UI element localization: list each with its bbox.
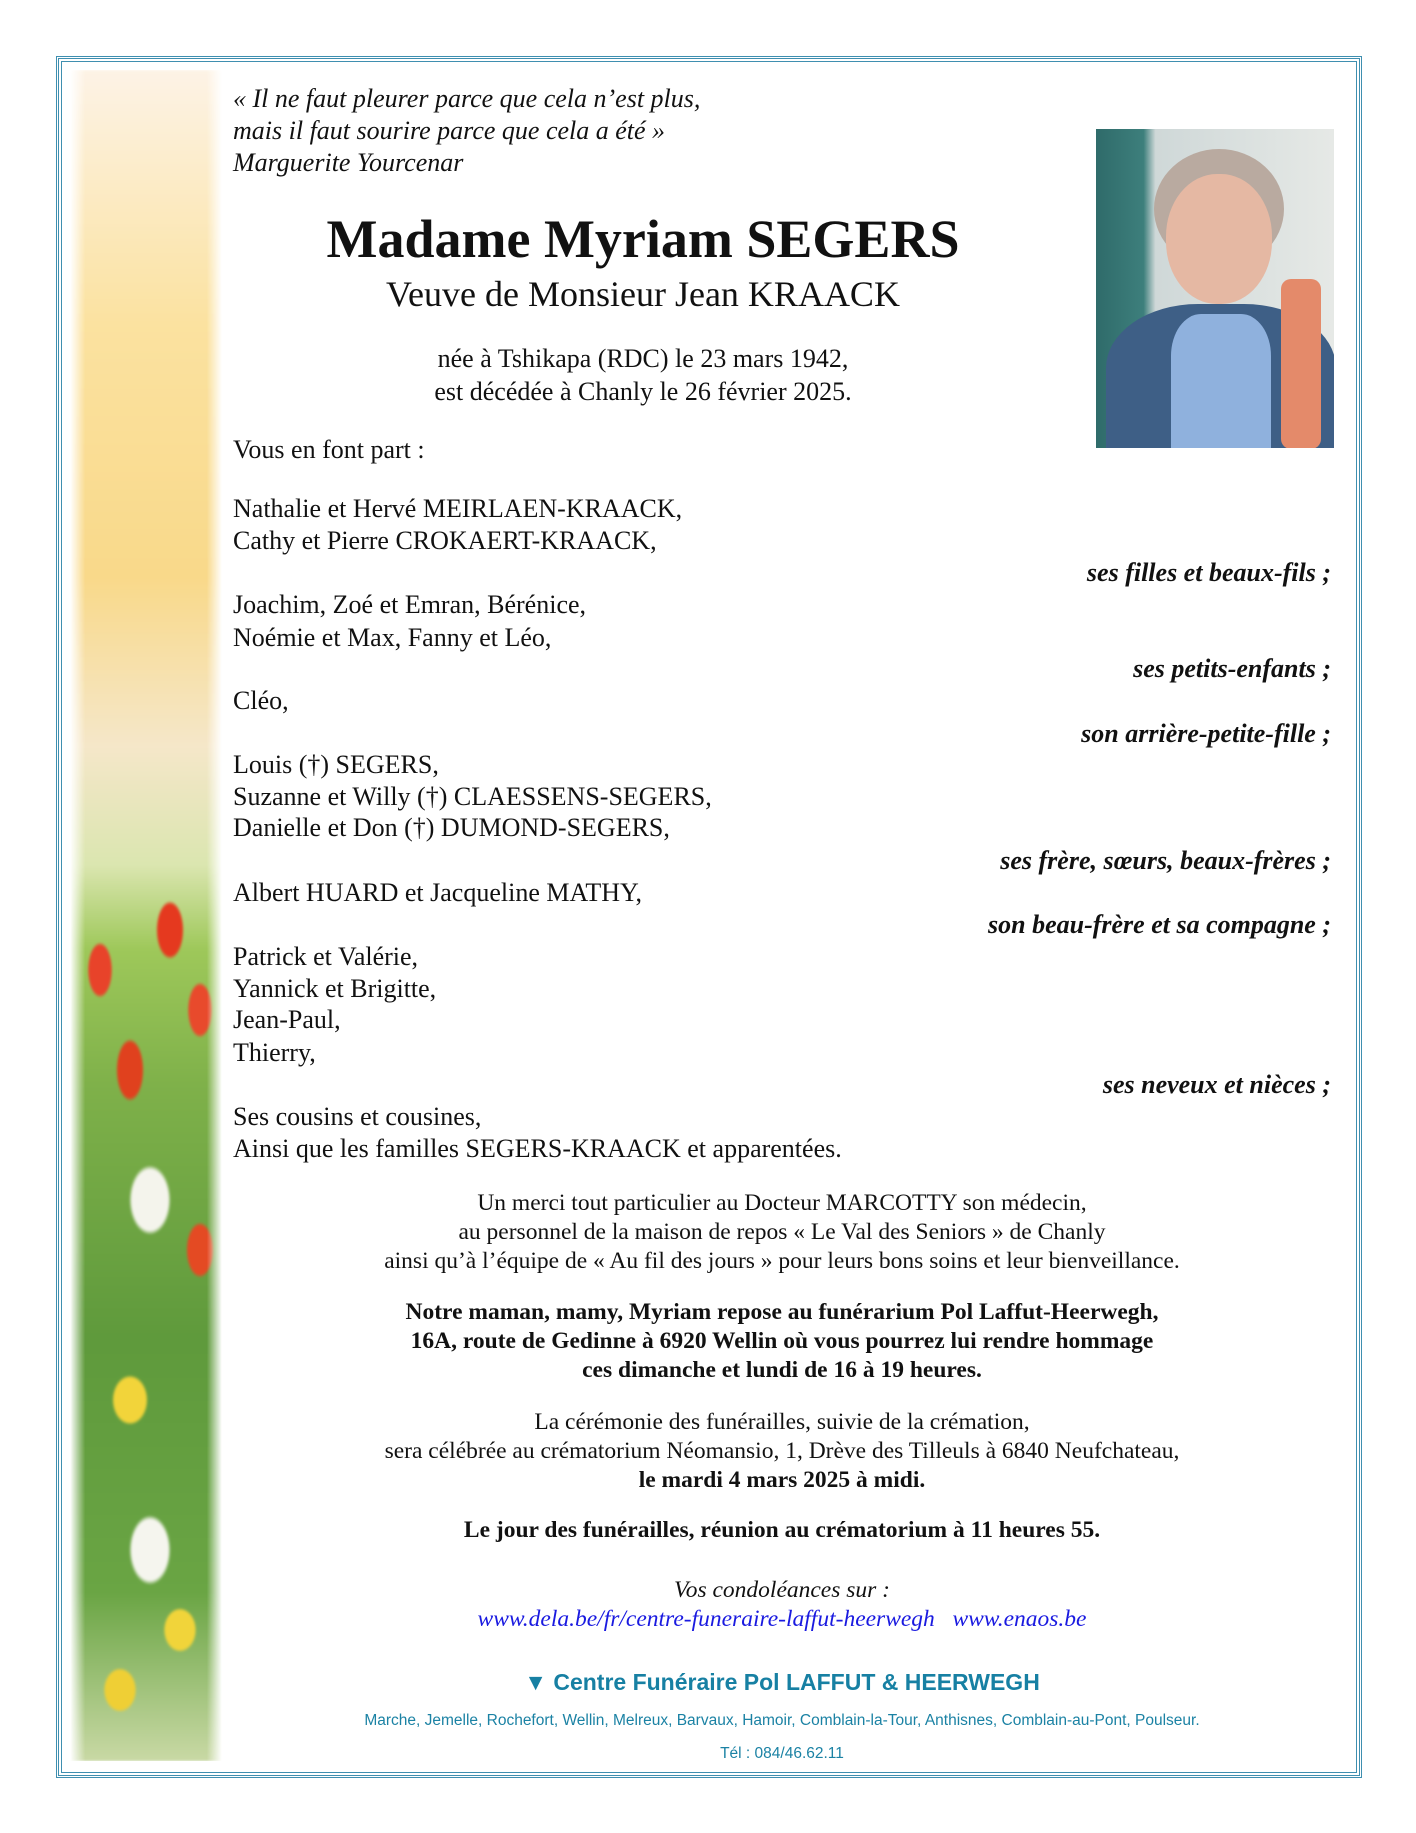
family-line: Louis (†) SEGERS, [233, 750, 439, 779]
relation-label: ses filles et beaux-fils ; [1086, 558, 1331, 587]
family-line: Albert HUARD et Jacqueline MATHY, [233, 878, 642, 907]
family-line: Noémie et Max, Fanny et Léo, [233, 623, 552, 652]
relation-label: son beau-frère et sa compagne ; [987, 910, 1331, 939]
birth-line: née à Tshikapa (RDC) le 23 mars 1942, [437, 344, 849, 373]
family-line: Ses cousins et cousines, [233, 1102, 482, 1131]
thanks-line: Un merci tout particulier au Docteur MARCOTTY son médecin, [477, 1190, 1087, 1216]
dela-link[interactable]: www.dela.be/fr/centre-funeraire-laffut-heerwegh [477, 1606, 935, 1632]
family-line: Ainsi que les familles SEGERS-KRAACK et apparentées. [233, 1134, 842, 1163]
thanks-line: ainsi qu’à l’équipe de « Au fil des jours » pour leurs bons soins et leur bienveillance. [384, 1248, 1180, 1274]
family-line: Yannick et Brigitte, [233, 974, 437, 1003]
intro: Vous en font part : [233, 435, 425, 464]
condolence-links [233, 1605, 1331, 1634]
subtitle: Veuve de Monsieur Jean KRAACK [386, 274, 900, 314]
family-line: Patrick et Valérie, [233, 942, 419, 971]
thanks-line: au personnel de la maison de repos « Le Val des Seniors » de Chanly [458, 1219, 1106, 1245]
family-line: Thierry, [233, 1038, 316, 1067]
ceremony-date: le mardi 4 mars 2025 à midi. [638, 1467, 926, 1493]
relation-label: ses neveux et nièces ; [1102, 1070, 1331, 1099]
family-line: Cathy et Pierre CROKAERT-KRAACK, [233, 526, 657, 555]
company-name: ▼ Centre Funéraire Pol LAFFUT & HEERWEGH [524, 1669, 1040, 1695]
ceremony-line: sera célébrée au crématorium Néomansio, 1, Drève des Tilleuls à 6840 Neufchateau, [384, 1438, 1180, 1464]
relation-label: ses frère, sœurs, beaux-frères ; [1000, 846, 1331, 875]
portrait-photo [1096, 129, 1334, 448]
meeting-line: Le jour des funérailles, réunion au crématorium à 11 heures 55. [463, 1517, 1101, 1543]
relation-label: son arrière-petite-fille ; [1081, 719, 1331, 748]
enaos-link[interactable]: www.enaos.be [952, 1606, 1087, 1632]
company-phone: Tél : 084/46.62.11 [720, 1745, 844, 1762]
family-line: Jean-Paul, [233, 1005, 341, 1034]
family-line: Joachim, Zoé et Emran, Bérénice, [233, 590, 587, 619]
deceased-name: Madame Myriam SEGERS [326, 209, 960, 269]
rest-line: Notre maman, mamy, Myriam repose au funérarium Pol Laffut-Heerwegh, [405, 1299, 1159, 1325]
quote-line: « Il ne faut pleurer parce que cela n’est plus, [233, 84, 701, 113]
family-line: Cléo, [233, 686, 289, 715]
death-line: est décédée à Chanly le 26 février 2025. [434, 377, 852, 406]
flower-image [70, 70, 222, 1761]
rest-line: ces dimanche et lundi de 16 à 19 heures. [582, 1357, 982, 1383]
condolences-label: Vos condoléances sur : [673, 1577, 891, 1603]
relation-label: ses petits-enfants ; [1133, 654, 1331, 683]
quote-line: mais il faut sourire parce que cela a été » [233, 116, 666, 145]
ceremony-line: La cérémonie des funérailles, suivie de la crémation, [534, 1409, 1030, 1435]
family-line: Danielle et Don (†) DUMOND-SEGERS, [233, 813, 670, 842]
family-line: Suzanne et Willy (†) CLAESSENS-SEGERS, [233, 782, 712, 811]
quote-author: Marguerite Yourcenar [233, 148, 464, 177]
rest-line: 16A, route de Gedinne à 6920 Wellin où vous pourrez lui rendre hommage [410, 1328, 1154, 1354]
company-towns: Marche, Jemelle, Rochefort, Wellin, Melreux, Barvaux, Hamoir, Comblain-la-Tour, Anthisnes, Comblain-au-Pont, Poulseur. [364, 1712, 1200, 1729]
family-line: Nathalie et Hervé MEIRLAEN-KRAACK, [233, 494, 683, 523]
